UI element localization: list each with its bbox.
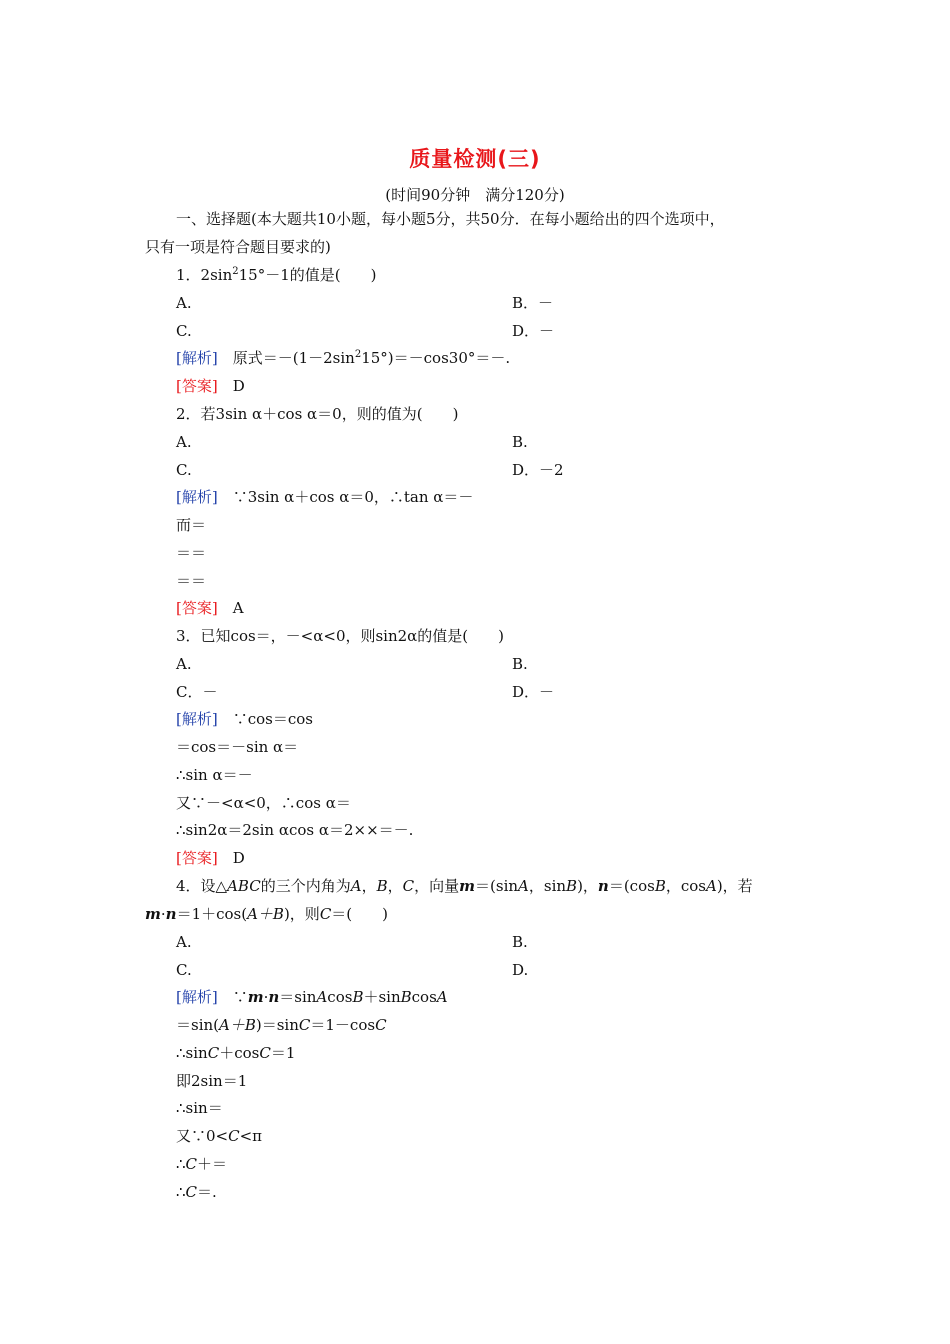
var: C bbox=[375, 1016, 387, 1034]
q3-answer bbox=[176, 848, 245, 868]
q1-option-b: B．－ bbox=[512, 294, 554, 312]
text: 的三个内角为 bbox=[260, 877, 351, 895]
q4-solution-3 bbox=[176, 1043, 295, 1063]
var: C bbox=[259, 1044, 271, 1062]
analysis-label: [解析] bbox=[176, 488, 218, 506]
text: ＝sin( bbox=[176, 1016, 220, 1034]
var: C bbox=[207, 1044, 220, 1062]
text: · bbox=[160, 905, 166, 923]
var: A bbox=[436, 988, 448, 1006]
q2-option-a: A. bbox=[176, 433, 192, 451]
q3-solution-2: ＝cos＝－sin α＝ bbox=[176, 738, 299, 756]
text: ∴sin bbox=[176, 1044, 208, 1062]
text: )，则 bbox=[283, 905, 320, 923]
answer-label: [答案] bbox=[176, 377, 218, 395]
q1-solution-text: 原式＝－(1－2sin bbox=[217, 349, 355, 367]
var: C bbox=[319, 905, 332, 923]
text: ＋cos bbox=[219, 1044, 260, 1062]
q4-solution-1 bbox=[176, 987, 448, 1007]
text: ＋sin bbox=[363, 988, 401, 1006]
q4-solution-7 bbox=[176, 1154, 227, 1174]
q4-option-d: D. bbox=[512, 961, 529, 979]
text: ＝(cos bbox=[608, 877, 655, 895]
analysis-label: [解析] bbox=[176, 349, 218, 367]
q1-stem-text-2: 15°－1的值是( ) bbox=[238, 266, 377, 284]
q4-solution-2 bbox=[176, 1015, 387, 1035]
text: ＝(sin bbox=[475, 877, 519, 895]
q2-answer bbox=[176, 598, 244, 618]
page-title: 质量检测(三) bbox=[409, 147, 541, 171]
analysis-label: [解析] bbox=[176, 988, 218, 1006]
text: )， bbox=[577, 877, 598, 895]
q4-solution-5: ∴sin＝ bbox=[176, 1099, 223, 1117]
q1-stem-text: 1．2sin bbox=[176, 266, 233, 284]
var: C bbox=[185, 1183, 198, 1201]
vector-m: m bbox=[247, 988, 264, 1006]
q4-solution-8 bbox=[176, 1182, 217, 1202]
var: B bbox=[400, 988, 412, 1006]
q3-solution-3: ∴sin α＝－ bbox=[176, 766, 253, 784]
text: cos bbox=[411, 988, 437, 1006]
text: 4．设△ bbox=[176, 877, 228, 895]
q2-option-b: B. bbox=[512, 433, 528, 451]
text: <π bbox=[239, 1127, 263, 1145]
q3-option-c: C．－ bbox=[176, 683, 218, 701]
text: ＝sin bbox=[279, 988, 317, 1006]
q3-solution-text: ∵cos＝cos bbox=[217, 710, 313, 728]
q1-solution-text-2: 15°)＝－cos30°＝－. bbox=[361, 349, 511, 367]
text: ，cos bbox=[665, 877, 706, 895]
answer-label: [答案] bbox=[176, 599, 218, 617]
text: 又∵0< bbox=[176, 1127, 229, 1145]
q4-option-a: A. bbox=[176, 933, 192, 951]
text: ＝. bbox=[197, 1183, 217, 1201]
var: C bbox=[402, 877, 415, 895]
text: ＝( ) bbox=[331, 905, 389, 923]
q1-stem-superscript: 2 bbox=[232, 266, 239, 277]
text: ，向量 bbox=[414, 877, 460, 895]
var: C bbox=[298, 1016, 311, 1034]
q2-answer-value: A bbox=[217, 599, 244, 617]
text: ＝1 bbox=[270, 1044, 296, 1062]
q1-option-d: D．－ bbox=[512, 322, 555, 340]
var: B bbox=[352, 988, 364, 1006]
vector-n: n bbox=[268, 988, 280, 1006]
q2-solution-1 bbox=[176, 487, 473, 507]
page-subtitle: (时间90分钟 满分120分) bbox=[385, 186, 565, 204]
vector-n: n bbox=[165, 905, 177, 923]
var: A＋B bbox=[247, 905, 284, 923]
text: ∵ bbox=[217, 988, 248, 1006]
answer-label: [答案] bbox=[176, 849, 218, 867]
text: ＝1＋cos( bbox=[176, 905, 248, 923]
q4-stem-1 bbox=[176, 876, 753, 896]
q3-stem: 3．已知cos＝，－<α<0，则sin2α的值是( ) bbox=[176, 627, 505, 645]
text: ＋＝ bbox=[197, 1155, 228, 1173]
q1-solution-superscript: 2 bbox=[354, 349, 362, 360]
q1-solution bbox=[176, 348, 510, 368]
var: A bbox=[316, 988, 328, 1006]
var: C bbox=[228, 1127, 240, 1145]
text: ， bbox=[361, 877, 377, 895]
text: · bbox=[263, 988, 269, 1006]
analysis-label: [解析] bbox=[176, 710, 218, 728]
var: A＋B bbox=[219, 1016, 256, 1034]
var: B bbox=[376, 877, 388, 895]
intro-line-1: 一、选择题(本大题共10小题，每小题5分，共50分．在每小题给出的四个选项中， bbox=[176, 210, 725, 228]
q3-option-a: A. bbox=[176, 655, 192, 673]
text: )＝sin bbox=[255, 1016, 299, 1034]
var: B bbox=[654, 877, 666, 895]
q3-answer-value: D bbox=[217, 849, 245, 867]
var: A bbox=[705, 877, 717, 895]
q2-solution-2: 而＝ bbox=[176, 516, 207, 534]
q3-option-b: B. bbox=[512, 655, 528, 673]
q3-solution-5: ∴sin2α＝2sin αcos α＝2××＝－. bbox=[176, 821, 414, 839]
intro-line-2: 只有一项是符合题目要求的) bbox=[145, 238, 331, 256]
q3-option-d: D．－ bbox=[512, 683, 555, 701]
var: C bbox=[185, 1155, 198, 1173]
vector-m: m bbox=[459, 877, 476, 895]
vector-n: n bbox=[597, 877, 609, 895]
text: ， bbox=[387, 877, 403, 895]
q2-option-c: C. bbox=[176, 461, 192, 479]
q4-option-b: B. bbox=[512, 933, 528, 951]
q1-answer-value: D bbox=[217, 377, 245, 395]
text: cos bbox=[327, 988, 353, 1006]
text: ，sin bbox=[528, 877, 567, 895]
q1-answer bbox=[176, 376, 245, 396]
q2-solution-4: ＝＝ bbox=[176, 572, 207, 590]
text: ∴ bbox=[176, 1155, 186, 1173]
q2-solution-3: ＝＝ bbox=[176, 544, 207, 562]
q4-option-c: C. bbox=[176, 961, 192, 979]
q3-solution-1 bbox=[176, 709, 313, 729]
q1-option-c: C. bbox=[176, 322, 192, 340]
q2-option-d: D．－2 bbox=[512, 461, 564, 479]
q4-stem-2 bbox=[145, 904, 388, 924]
q1-option-a: A. bbox=[176, 294, 192, 312]
q2-stem: 2．若3sin α＋cos α＝0，则的值为( ) bbox=[176, 405, 459, 423]
q4-solution-4: 即2sin＝1 bbox=[176, 1072, 248, 1090]
var: B bbox=[566, 877, 578, 895]
q2-solution-text: ∵3sin α＋cos α＝0，∴tan α＝－ bbox=[217, 488, 474, 506]
var: ABC bbox=[227, 877, 261, 895]
text: )，若 bbox=[716, 877, 753, 895]
q1-stem bbox=[176, 265, 376, 285]
vector-m: m bbox=[145, 905, 161, 923]
var: A bbox=[518, 877, 529, 895]
var: A bbox=[350, 877, 362, 895]
q3-solution-4: 又∵－<α<0，∴cos α＝ bbox=[176, 794, 351, 812]
text: ＝1－cos bbox=[310, 1016, 376, 1034]
q4-solution-6 bbox=[176, 1126, 262, 1146]
text: ∴ bbox=[176, 1183, 186, 1201]
